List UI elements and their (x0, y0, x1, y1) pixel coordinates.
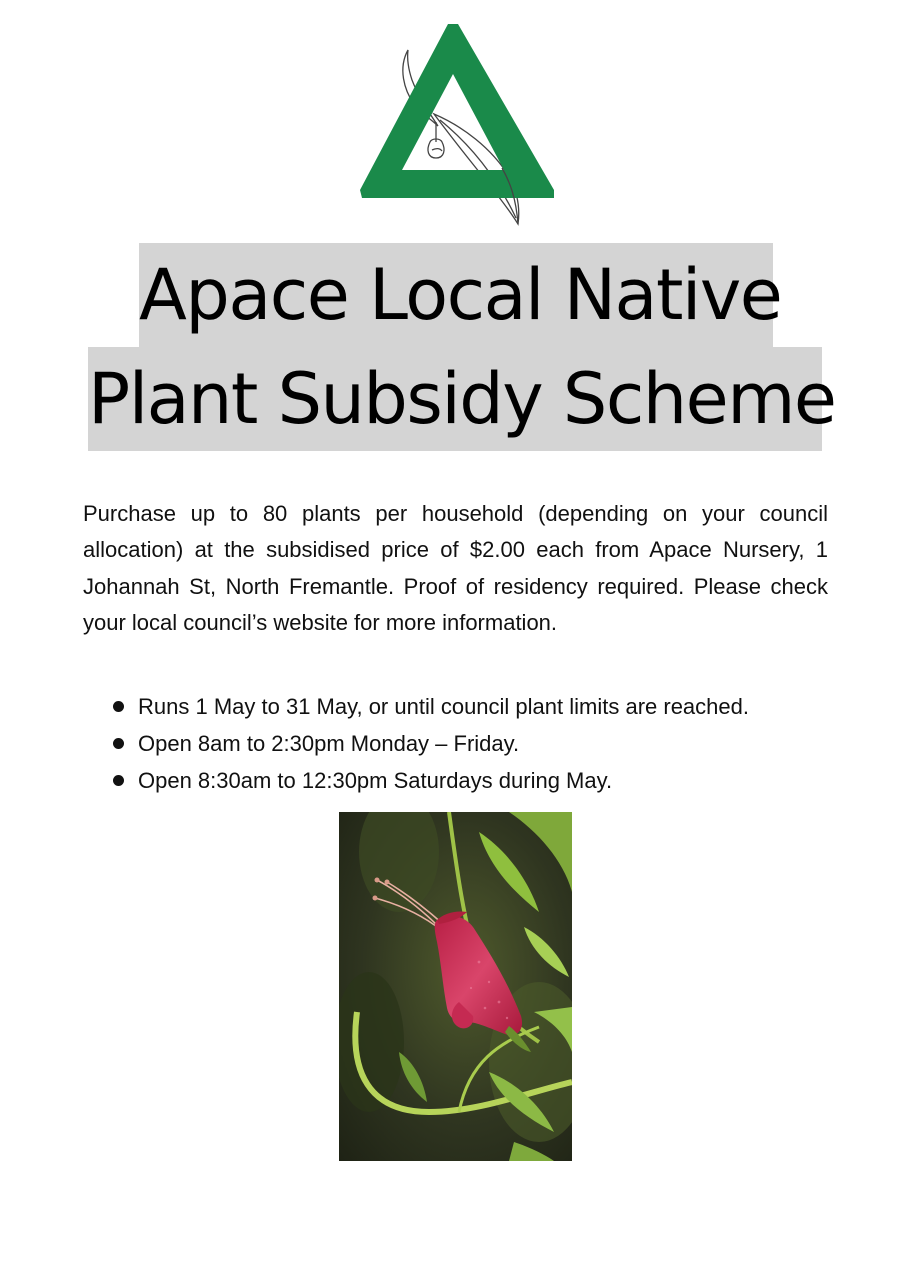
schedule-list (108, 688, 838, 799)
bullet-icon (113, 701, 124, 712)
apace-logo (352, 18, 562, 230)
list-item-text: Open 8:30am to 12:30pm Saturdays during May. (138, 768, 613, 793)
list-item-text: Open 8am to 2:30pm Monday – Friday. (138, 731, 520, 756)
intro-paragraph: Purchase up to 80 plants per household (depending on your council allocation) at the subsidised price of $2.00 each from Apace Nursery, 1 Johannah St, North Fremantle. Proof of residency required. Please check your local council’s website for more information. (83, 501, 828, 635)
page-title-line-1: Apace Local Native (139, 243, 773, 347)
triangle-mark-icon (360, 24, 554, 198)
list-item-text: Runs 1 May to 31 May, or until council plant limits are reached. (138, 694, 749, 719)
red-native-flower-photo (339, 812, 572, 1161)
list-item (108, 762, 838, 799)
bullet-icon (113, 738, 124, 749)
page-title-line-2: Plant Subsidy Scheme (88, 347, 822, 451)
list-item (108, 688, 838, 725)
list-item (108, 725, 838, 762)
bullet-icon (113, 775, 124, 786)
